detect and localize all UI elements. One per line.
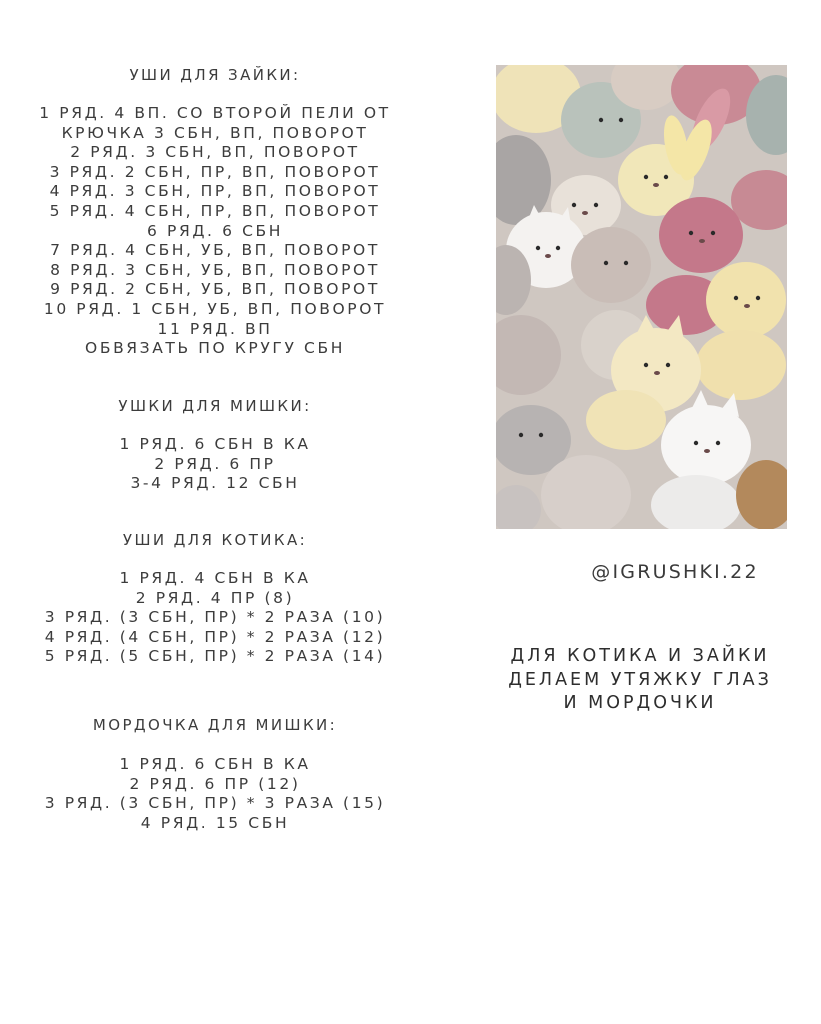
pattern-line: 3 РЯД. 2 СБН, ПР, ВП, ПОВОРОТ <box>49 162 381 181</box>
pattern-line: 3 РЯД. (3 СБН, ПР) * 3 РАЗА (15) <box>44 794 386 813</box>
section-title-bear-muzzle: МОРДОЧКА ДЛЯ МИШКИ: <box>92 716 338 734</box>
pattern-line: 5 РЯД. (5 СБН, ПР) * 2 РАЗА (14) <box>44 647 386 666</box>
amigurumi-toys-photo <box>496 65 787 529</box>
pattern-line: 2 РЯД. 4 ПР (8) <box>135 588 295 607</box>
pattern-line: 11 РЯД. ВП <box>157 319 273 338</box>
pattern-line: 9 РЯД. 2 СБН, УБ, ВП, ПОВОРОТ <box>50 280 380 299</box>
pattern-line: 4 РЯД. (4 СБН, ПР) * 2 РАЗА (12) <box>44 627 386 646</box>
section-lines-bear-muzzle <box>0 755 430 833</box>
section-title-bear-ears: УШКИ ДЛЯ МИШКИ: <box>118 397 312 415</box>
eye-tightening-note <box>470 645 810 716</box>
toys-photo-illustration <box>496 65 787 529</box>
pattern-line: 8 РЯД. 3 СБН, УБ, ВП, ПОВОРОТ <box>50 260 380 279</box>
pattern-line: КРЮЧКА 3 СБН, ВП, ПОВОРОТ <box>61 123 369 142</box>
pattern-line: 7 РЯД. 4 СБН, УБ, ВП, ПОВОРОТ <box>50 241 380 260</box>
pattern-line: 1 РЯД. 4 ВП. СО ВТОРОЙ ПЕЛИ ОТ <box>39 104 391 122</box>
section-lines-bear-ears <box>0 435 430 494</box>
section-title-bunny-ears: УШИ ДЛЯ ЗАЙКИ: <box>129 66 301 84</box>
pattern-line: 3-4 РЯД. 12 СБН <box>130 474 300 493</box>
section-lines-cat-ears <box>0 569 430 667</box>
pattern-line: 10 РЯД. 1 СБН, УБ, ВП, ПОВОРОТ <box>43 299 387 318</box>
pattern-line: 4 РЯД. 15 СБН <box>140 813 290 832</box>
pattern-line: 2 РЯД. 6 ПР (12) <box>129 774 301 793</box>
section-title-cat-ears: УШИ ДЛЯ КОТИКА: <box>122 531 308 549</box>
note-line: И МОРДОЧКИ <box>563 693 717 713</box>
note-line: ДЛЯ КОТИКА И ЗАЙКИ <box>510 646 770 666</box>
note-line: ДЕЛАЕМ УТЯЖКУ ГЛАЗ <box>508 669 772 690</box>
pattern-line: 6 РЯД. 6 СБН <box>147 221 283 240</box>
pattern-line: 1 РЯД. 6 СБН В КА <box>119 435 311 453</box>
pattern-line: 4 РЯД. 3 СБН, ПР, ВП, ПОВОРОТ <box>49 182 381 201</box>
pattern-line: 2 РЯД. 3 СБН, ВП, ПОВОРОТ <box>70 143 360 162</box>
pattern-line: 5 РЯД. 4 СБН, ПР, ВП, ПОВОРОТ <box>49 201 381 220</box>
pattern-line: 1 РЯД. 4 СБН В КА <box>119 569 311 587</box>
instagram-handle: @IGRUSHKI.22 <box>591 561 759 583</box>
pattern-line: 2 РЯД. 6 ПР <box>154 454 276 473</box>
pattern-line: ОБВЯЗАТЬ ПО КРУГУ СБН <box>85 339 345 358</box>
section-lines-bunny-ears <box>0 104 430 359</box>
pattern-line: 1 РЯД. 6 СБН В КА <box>119 755 311 773</box>
pattern-line: 3 РЯД. (3 СБН, ПР) * 2 РАЗА (10) <box>44 608 386 627</box>
